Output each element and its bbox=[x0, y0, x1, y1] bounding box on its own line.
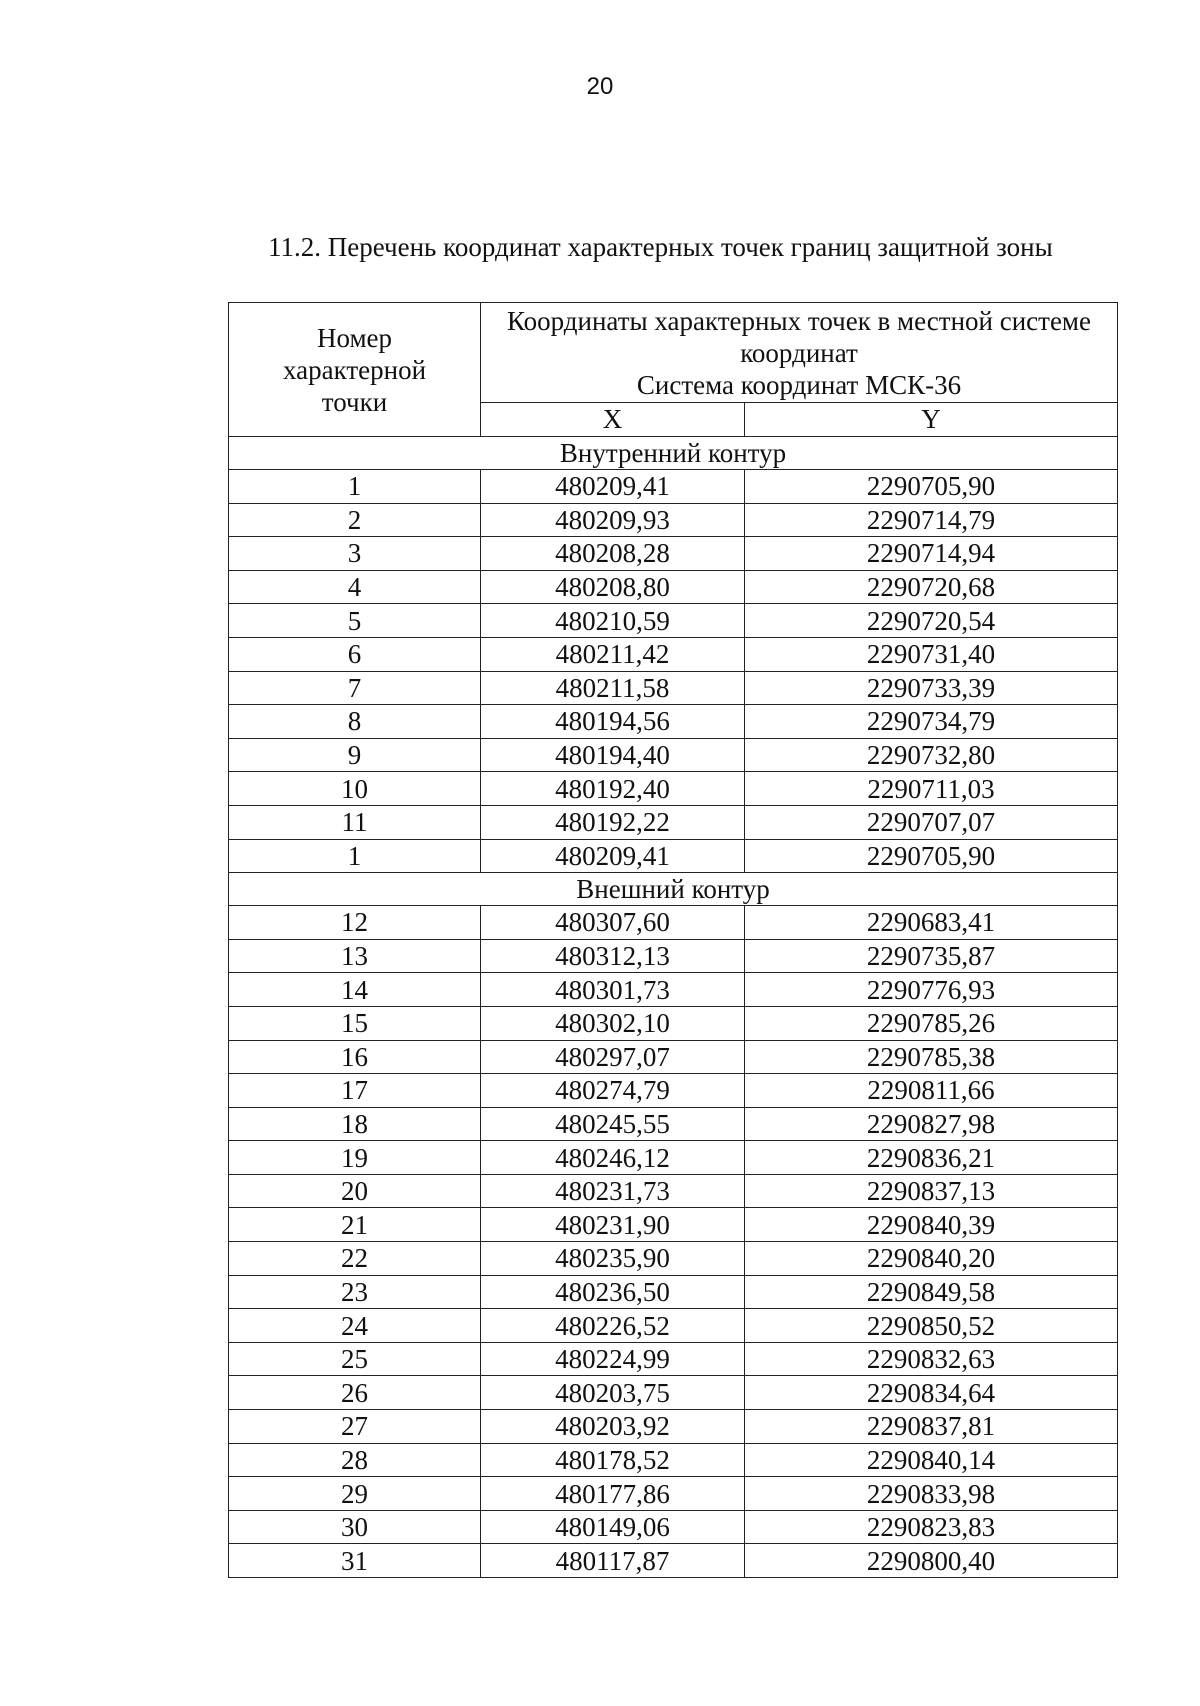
table-row bbox=[229, 1342, 1118, 1376]
table-row bbox=[229, 637, 1118, 671]
table-row bbox=[229, 772, 1118, 806]
point-number-cell: 18 bbox=[229, 1107, 481, 1141]
y-coordinate-cell: 2290785,26 bbox=[745, 1006, 1118, 1040]
table-header bbox=[229, 303, 1118, 437]
x-coordinate-cell: 480307,60 bbox=[481, 906, 745, 940]
section-row bbox=[229, 437, 1118, 470]
y-coordinate-cell: 2290834,64 bbox=[745, 1376, 1118, 1410]
x-coordinate-cell: 480178,52 bbox=[481, 1443, 745, 1477]
table-row bbox=[229, 1376, 1118, 1410]
x-coordinate-cell: 480208,80 bbox=[481, 570, 745, 604]
point-number-cell: 30 bbox=[229, 1510, 481, 1544]
table-row bbox=[229, 1410, 1118, 1444]
point-number-cell: 19 bbox=[229, 1141, 481, 1175]
point-number-cell: 29 bbox=[229, 1477, 481, 1511]
y-coordinate-cell: 2290714,94 bbox=[745, 537, 1118, 571]
table-row bbox=[229, 1477, 1118, 1511]
section-title-cell: Внутренний контур bbox=[229, 437, 1118, 470]
point-number-cell: 14 bbox=[229, 973, 481, 1007]
y-coordinate-cell: 2290714,79 bbox=[745, 503, 1118, 537]
y-coordinate-cell: 2290800,40 bbox=[745, 1544, 1118, 1578]
point-number-cell: 11 bbox=[229, 805, 481, 839]
point-number-cell: 9 bbox=[229, 738, 481, 772]
y-coordinate-cell: 2290734,79 bbox=[745, 705, 1118, 739]
header-x: X bbox=[481, 403, 745, 437]
x-coordinate-cell: 480209,93 bbox=[481, 503, 745, 537]
table-row bbox=[229, 570, 1118, 604]
x-coordinate-cell: 480117,87 bbox=[481, 1544, 745, 1578]
point-number-cell: 13 bbox=[229, 939, 481, 973]
point-number-cell: 12 bbox=[229, 906, 481, 940]
x-coordinate-cell: 480209,41 bbox=[481, 839, 745, 873]
y-coordinate-cell: 2290785,38 bbox=[745, 1040, 1118, 1074]
table-row bbox=[229, 1510, 1118, 1544]
header-coordinates-title: Координаты характерных точек в местной системе координат bbox=[506, 305, 1092, 368]
x-coordinate-cell: 480211,42 bbox=[481, 637, 745, 671]
table-row bbox=[229, 906, 1118, 940]
x-coordinate-cell: 480210,59 bbox=[481, 604, 745, 638]
table-body bbox=[229, 437, 1118, 1578]
x-coordinate-cell: 480246,12 bbox=[481, 1141, 745, 1175]
point-number-cell: 24 bbox=[229, 1309, 481, 1343]
x-coordinate-cell: 480302,10 bbox=[481, 1006, 745, 1040]
y-coordinate-cell: 2290705,90 bbox=[745, 470, 1118, 504]
point-number-cell: 25 bbox=[229, 1342, 481, 1376]
y-coordinate-cell: 2290837,13 bbox=[745, 1174, 1118, 1208]
x-coordinate-cell: 480194,56 bbox=[481, 705, 745, 739]
point-number-cell: 1 bbox=[229, 470, 481, 504]
table-row bbox=[229, 671, 1118, 705]
table-row bbox=[229, 705, 1118, 739]
y-coordinate-cell: 2290705,90 bbox=[745, 839, 1118, 873]
y-coordinate-cell: 2290850,52 bbox=[745, 1309, 1118, 1343]
point-number-cell: 6 bbox=[229, 637, 481, 671]
table-row bbox=[229, 1174, 1118, 1208]
y-coordinate-cell: 2290836,21 bbox=[745, 1141, 1118, 1175]
point-number-cell: 28 bbox=[229, 1443, 481, 1477]
point-number-cell: 1 bbox=[229, 839, 481, 873]
point-number-cell: 31 bbox=[229, 1544, 481, 1578]
point-number-cell: 7 bbox=[229, 671, 481, 705]
table-row bbox=[229, 939, 1118, 973]
table-row bbox=[229, 805, 1118, 839]
y-coordinate-cell: 2290735,87 bbox=[745, 939, 1118, 973]
x-coordinate-cell: 480203,75 bbox=[481, 1376, 745, 1410]
table-row bbox=[229, 604, 1118, 638]
y-coordinate-cell: 2290683,41 bbox=[745, 906, 1118, 940]
table-row bbox=[229, 1040, 1118, 1074]
table-row bbox=[229, 1141, 1118, 1175]
point-number-cell: 4 bbox=[229, 570, 481, 604]
x-coordinate-cell: 480236,50 bbox=[481, 1275, 745, 1309]
y-coordinate-cell: 2290720,68 bbox=[745, 570, 1118, 604]
y-coordinate-cell: 2290731,40 bbox=[745, 637, 1118, 671]
table-row bbox=[229, 839, 1118, 873]
x-coordinate-cell: 480192,40 bbox=[481, 772, 745, 806]
y-coordinate-cell: 2290827,98 bbox=[745, 1107, 1118, 1141]
y-coordinate-cell: 2290833,98 bbox=[745, 1477, 1118, 1511]
x-coordinate-cell: 480194,40 bbox=[481, 738, 745, 772]
x-coordinate-cell: 480245,55 bbox=[481, 1107, 745, 1141]
y-coordinate-cell: 2290811,66 bbox=[745, 1074, 1118, 1108]
x-coordinate-cell: 480192,22 bbox=[481, 805, 745, 839]
y-coordinate-cell: 2290733,39 bbox=[745, 671, 1118, 705]
header-y: Y bbox=[745, 403, 1118, 437]
point-number-cell: 8 bbox=[229, 705, 481, 739]
header-coordinate-system: Система координат МСК-36 bbox=[636, 369, 962, 400]
header-point-number bbox=[229, 303, 481, 437]
table-row bbox=[229, 1074, 1118, 1108]
table-row bbox=[229, 1309, 1118, 1343]
y-coordinate-cell: 2290707,07 bbox=[745, 805, 1118, 839]
y-coordinate-cell: 2290840,20 bbox=[745, 1242, 1118, 1276]
header-coordinates bbox=[481, 303, 1118, 403]
y-coordinate-cell: 2290720,54 bbox=[745, 604, 1118, 638]
table-row bbox=[229, 503, 1118, 537]
section-title-cell: Внешний контур bbox=[229, 873, 1118, 906]
x-coordinate-cell: 480224,99 bbox=[481, 1342, 745, 1376]
point-number-cell: 5 bbox=[229, 604, 481, 638]
page-number: 20 bbox=[586, 73, 614, 100]
y-coordinate-cell: 2290823,83 bbox=[745, 1510, 1118, 1544]
x-coordinate-cell: 480208,28 bbox=[481, 537, 745, 571]
x-coordinate-cell: 480177,86 bbox=[481, 1477, 745, 1511]
point-number-cell: 16 bbox=[229, 1040, 481, 1074]
point-number-cell: 3 bbox=[229, 537, 481, 571]
x-coordinate-cell: 480231,90 bbox=[481, 1208, 745, 1242]
header-point-number-label: Номер характерной точки bbox=[282, 322, 427, 417]
x-coordinate-cell: 480209,41 bbox=[481, 470, 745, 504]
x-coordinate-cell: 480211,58 bbox=[481, 671, 745, 705]
y-coordinate-cell: 2290837,81 bbox=[745, 1410, 1118, 1444]
point-number-cell: 21 bbox=[229, 1208, 481, 1242]
x-coordinate-cell: 480231,73 bbox=[481, 1174, 745, 1208]
point-number-cell: 27 bbox=[229, 1410, 481, 1444]
point-number-cell: 15 bbox=[229, 1006, 481, 1040]
x-coordinate-cell: 480226,52 bbox=[481, 1309, 745, 1343]
x-coordinate-cell: 480312,13 bbox=[481, 939, 745, 973]
point-number-cell: 20 bbox=[229, 1174, 481, 1208]
x-coordinate-cell: 480297,07 bbox=[481, 1040, 745, 1074]
table-row bbox=[229, 1242, 1118, 1276]
table-row bbox=[229, 537, 1118, 571]
y-coordinate-cell: 2290840,14 bbox=[745, 1443, 1118, 1477]
x-coordinate-cell: 480203,92 bbox=[481, 1410, 745, 1444]
y-coordinate-cell: 2290732,80 bbox=[745, 738, 1118, 772]
coordinates-table bbox=[228, 302, 1118, 1578]
table-row bbox=[229, 973, 1118, 1007]
point-number-cell: 2 bbox=[229, 503, 481, 537]
section-title: 11.2. Перечень координат характерных точек границ защитной зоны bbox=[268, 232, 1053, 262]
table-row bbox=[229, 1443, 1118, 1477]
table-row bbox=[229, 1006, 1118, 1040]
x-coordinate-cell: 480235,90 bbox=[481, 1242, 745, 1276]
y-coordinate-cell: 2290832,63 bbox=[745, 1342, 1118, 1376]
x-coordinate-cell: 480149,06 bbox=[481, 1510, 745, 1544]
table-row bbox=[229, 1208, 1118, 1242]
x-coordinate-cell: 480274,79 bbox=[481, 1074, 745, 1108]
y-coordinate-cell: 2290776,93 bbox=[745, 973, 1118, 1007]
y-coordinate-cell: 2290849,58 bbox=[745, 1275, 1118, 1309]
point-number-cell: 10 bbox=[229, 772, 481, 806]
x-coordinate-cell: 480301,73 bbox=[481, 973, 745, 1007]
section-row bbox=[229, 873, 1118, 906]
point-number-cell: 22 bbox=[229, 1242, 481, 1276]
table-row bbox=[229, 1544, 1118, 1578]
table-row bbox=[229, 738, 1118, 772]
point-number-cell: 26 bbox=[229, 1376, 481, 1410]
table-row bbox=[229, 1275, 1118, 1309]
point-number-cell: 23 bbox=[229, 1275, 481, 1309]
table-row bbox=[229, 1107, 1118, 1141]
y-coordinate-cell: 2290711,03 bbox=[745, 772, 1118, 806]
point-number-cell: 17 bbox=[229, 1074, 481, 1108]
y-coordinate-cell: 2290840,39 bbox=[745, 1208, 1118, 1242]
table-row bbox=[229, 470, 1118, 504]
